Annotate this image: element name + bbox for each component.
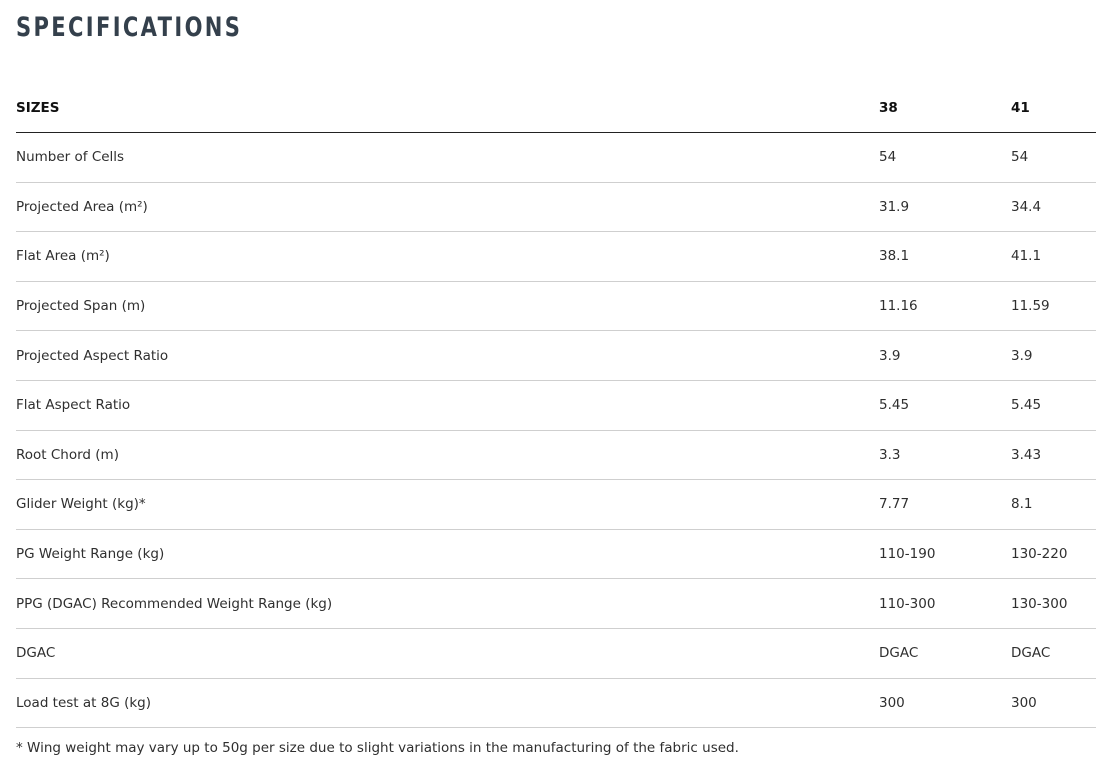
row-value-38: 5.45: [879, 380, 1011, 430]
table-body: [16, 133, 1096, 728]
row-label: Projected Aspect Ratio: [16, 331, 879, 381]
page-title: SPECIFICATIONS: [16, 12, 243, 43]
row-label: Number of Cells: [16, 133, 879, 183]
header-size-41: 41: [1011, 83, 1096, 133]
row-label: DGAC: [16, 628, 879, 678]
row-value-41: 130-300: [1011, 579, 1096, 629]
row-value-41: 41.1: [1011, 232, 1096, 282]
table-row: [16, 430, 1096, 480]
row-value-38: 300: [879, 678, 1011, 728]
table-row: [16, 579, 1096, 629]
row-value-38: 11.16: [879, 281, 1011, 331]
table-row: [16, 182, 1096, 232]
table-row: [16, 480, 1096, 530]
row-value-38: 3.9: [879, 331, 1011, 381]
table-row: [16, 380, 1096, 430]
row-value-41: 34.4: [1011, 182, 1096, 232]
specifications-table: [16, 83, 1096, 728]
row-value-38: 31.9: [879, 182, 1011, 232]
row-value-41: 11.59: [1011, 281, 1096, 331]
row-value-41: 3.43: [1011, 430, 1096, 480]
row-label: PPG (DGAC) Recommended Weight Range (kg): [16, 579, 879, 629]
table-row: [16, 133, 1096, 183]
row-label: Flat Aspect Ratio: [16, 380, 879, 430]
table-row: [16, 281, 1096, 331]
row-value-41: 8.1: [1011, 480, 1096, 530]
row-value-41: 5.45: [1011, 380, 1096, 430]
row-label: Glider Weight (kg)*: [16, 480, 879, 530]
header-size-38: 38: [879, 83, 1011, 133]
table-row: [16, 232, 1096, 282]
row-value-38: DGAC: [879, 628, 1011, 678]
row-value-41: 130-220: [1011, 529, 1096, 579]
row-value-41: 54: [1011, 133, 1096, 183]
table-row: [16, 331, 1096, 381]
row-value-38: 38.1: [879, 232, 1011, 282]
row-label: Projected Area (m²): [16, 182, 879, 232]
table-row: [16, 628, 1096, 678]
row-label: Flat Area (m²): [16, 232, 879, 282]
table-row: [16, 529, 1096, 579]
row-value-41: 3.9: [1011, 331, 1096, 381]
row-value-38: 7.77: [879, 480, 1011, 530]
row-label: Projected Span (m): [16, 281, 879, 331]
row-value-38: 110-190: [879, 529, 1011, 579]
row-value-38: 3.3: [879, 430, 1011, 480]
row-value-41: DGAC: [1011, 628, 1096, 678]
row-label: Load test at 8G (kg): [16, 678, 879, 728]
row-value-41: 300: [1011, 678, 1096, 728]
header-row: [16, 83, 1096, 133]
weight-footnote: * Wing weight may vary up to 50g per size due to slight variations in the manufacturing of the fabric used.: [16, 740, 739, 756]
row-label: Root Chord (m): [16, 430, 879, 480]
row-label: PG Weight Range (kg): [16, 529, 879, 579]
header-sizes: SIZES: [16, 83, 879, 133]
table-header: [16, 83, 1096, 133]
row-value-38: 110-300: [879, 579, 1011, 629]
row-value-38: 54: [879, 133, 1011, 183]
table-row: [16, 678, 1096, 728]
